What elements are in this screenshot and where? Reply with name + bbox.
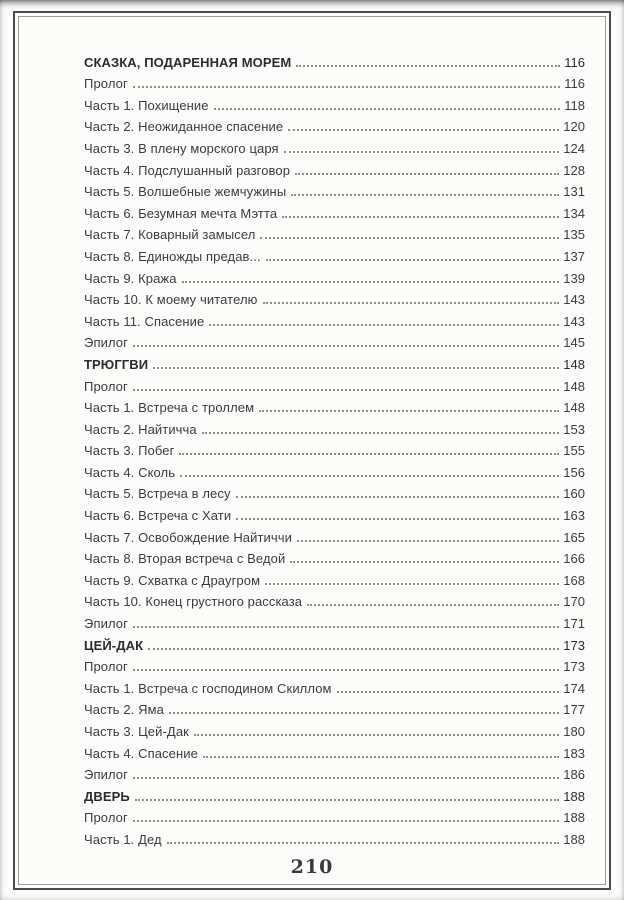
dot-leader — [133, 777, 559, 779]
toc-entry-page: 173 — [563, 659, 585, 675]
toc-entry-title: Часть 1. Встреча с господином Скиллом — [84, 680, 332, 696]
toc-entry — [84, 696, 585, 718]
toc-entry — [84, 48, 585, 70]
toc-entry-title: Эпилог — [84, 616, 128, 632]
toc-entry-title: Часть 8. Единожды предав... — [84, 248, 261, 264]
dot-leader — [169, 712, 559, 714]
toc-entry — [84, 804, 585, 826]
toc-entry-page: 128 — [563, 162, 585, 178]
dot-leader — [236, 496, 560, 498]
toc-entry — [84, 242, 585, 264]
toc-entry-page: 116 — [564, 54, 585, 70]
dot-leader — [133, 86, 560, 88]
toc-entry-page: 156 — [563, 464, 585, 480]
toc-entry-page: 188 — [563, 788, 585, 804]
dot-leader — [307, 604, 559, 606]
dot-leader — [290, 561, 559, 563]
toc-entry — [84, 501, 585, 523]
toc-entry-page: 155 — [563, 443, 585, 459]
toc-entry-title: Пролог — [84, 659, 128, 675]
toc-entry-title: СКАЗКА, ПОДАРЕННАЯ МОРЕМ — [84, 54, 292, 70]
toc-entry-title: Часть 10. Конец грустного рассказа — [84, 594, 303, 610]
toc-entry — [84, 437, 585, 459]
toc-entry-title: Часть 6. Безумная мечта Мэтта — [84, 205, 278, 221]
toc-entry-title: ЦЕЙ-ДАК — [84, 637, 144, 653]
toc-entry-title: Часть 1. Дед — [84, 831, 162, 847]
toc-entry-page: 148 — [563, 400, 585, 416]
dot-leader — [266, 259, 560, 261]
toc-entry — [84, 372, 585, 394]
dot-leader — [265, 583, 559, 585]
toc-entry-page: 160 — [563, 486, 585, 502]
toc-entry-page: 135 — [563, 227, 585, 243]
toc-entry — [84, 91, 585, 113]
dot-leader — [133, 345, 559, 347]
toc-entry — [84, 134, 585, 156]
dot-leader — [133, 820, 559, 822]
toc-entry — [84, 350, 585, 372]
toc-entry-title: Часть 3. В плену морского царя — [84, 140, 279, 156]
dot-leader — [284, 151, 560, 153]
toc-entry-page: 166 — [563, 551, 585, 567]
toc-entry-title: Часть 3. Цей-Дак — [84, 724, 189, 739]
dot-leader — [194, 734, 559, 736]
dot-leader — [133, 626, 559, 628]
toc-entry-title: Часть 7. Коварный замысел — [84, 227, 256, 243]
toc-entry — [84, 156, 585, 178]
toc-entry — [84, 609, 585, 631]
table-of-contents — [84, 48, 585, 847]
toc-entry-page: 188 — [563, 831, 585, 847]
dot-leader — [263, 302, 560, 304]
toc-entry-page: 124 — [563, 140, 585, 156]
toc-entry-page: 143 — [563, 313, 585, 329]
toc-entry-title: Часть 9. Кража — [84, 270, 177, 286]
dot-leader — [236, 518, 559, 520]
dot-leader — [260, 237, 559, 239]
dot-leader — [291, 194, 559, 196]
dot-leader — [203, 756, 559, 758]
toc-entry-title: Эпилог — [84, 767, 128, 783]
toc-entry-page: 143 — [563, 292, 585, 308]
toc-entry-page: 145 — [563, 335, 585, 351]
dot-leader — [259, 410, 559, 412]
toc-entry — [84, 329, 585, 351]
toc-entry-page: 177 — [563, 702, 585, 718]
toc-entry-title: Часть 4. Спасение — [84, 745, 198, 761]
toc-entry-title: ДВЕРЬ — [84, 788, 130, 804]
toc-entry-title: Часть 7. Освобождение Найтиччи — [84, 529, 293, 545]
toc-entry — [84, 458, 585, 480]
dot-leader — [297, 540, 559, 542]
toc-entry — [84, 221, 585, 243]
toc-entry — [84, 739, 585, 761]
toc-entry — [84, 545, 585, 567]
dot-leader — [209, 324, 559, 326]
toc-entry-page: 148 — [563, 378, 585, 394]
dot-leader — [288, 129, 559, 131]
toc-entry-page: 134 — [563, 205, 585, 221]
toc-entry — [84, 199, 585, 221]
toc-entry-page: 163 — [563, 508, 585, 524]
toc-entry — [84, 588, 585, 610]
toc-entry-page: 171 — [563, 616, 585, 632]
toc-entry-page: 186 — [563, 767, 585, 783]
toc-entry-title: Эпилог — [84, 335, 128, 351]
toc-entry — [84, 286, 585, 308]
toc-entry — [84, 523, 585, 545]
toc-entry-title: Часть 3. Побег — [84, 443, 175, 459]
toc-entry-page: 139 — [563, 270, 585, 286]
toc-entry-title: Часть 4. Подслушанный разговор — [84, 162, 291, 178]
toc-entry-title: ТРЮГГВИ — [84, 356, 149, 372]
dot-leader — [133, 669, 559, 671]
toc-entry — [84, 264, 585, 286]
toc-entry-page: 116 — [564, 76, 585, 92]
toc-entry — [84, 415, 585, 437]
toc-entry — [84, 825, 585, 847]
toc-entry-page: 168 — [563, 572, 585, 588]
toc-entry — [84, 782, 585, 804]
toc-entry-title: Пролог — [84, 810, 128, 826]
toc-entry — [84, 480, 585, 502]
dot-leader — [296, 65, 560, 67]
toc-entry-page: 131 — [563, 184, 585, 200]
toc-entry-title: Часть 4. Сколь — [84, 464, 176, 480]
toc-entry-title: Часть 8. Вторая встреча с Ведой — [84, 551, 286, 567]
toc-entry-title: Часть 1. Похищение — [84, 97, 209, 113]
toc-entry-title: Часть 2. Яма — [84, 702, 164, 718]
toc-entry-page: 183 — [563, 745, 585, 761]
page-number: 210 — [290, 856, 334, 878]
toc-entry — [84, 70, 585, 92]
toc-entry — [84, 566, 585, 588]
toc-entry — [84, 653, 585, 675]
toc-entry-title: Часть 9. Схватка с Драугром — [84, 572, 261, 588]
dot-leader — [133, 389, 559, 391]
toc-entry — [84, 113, 585, 135]
toc-entry-page: 118 — [564, 97, 585, 113]
toc-entry-page: 173 — [563, 637, 585, 653]
toc-entry — [84, 394, 585, 416]
dot-leader — [167, 842, 560, 844]
toc-entry-page: 170 — [563, 594, 585, 610]
toc-entry-title: Часть 2. Найтичча — [84, 421, 197, 437]
toc-entry — [84, 631, 585, 653]
toc-entry-page: 120 — [563, 119, 585, 135]
toc-entry — [84, 674, 585, 696]
toc-entry-title: Часть 1. Встреча с троллем — [84, 400, 255, 416]
dot-leader — [202, 432, 560, 434]
toc-entry — [84, 717, 585, 739]
dot-leader — [337, 691, 560, 693]
dot-leader — [180, 475, 559, 477]
dot-leader — [135, 799, 559, 801]
toc-entry-title: Часть 5. Встреча в лесу — [84, 486, 231, 502]
toc-entry-title: Часть 11. Спасение — [84, 313, 205, 329]
dot-leader — [295, 173, 559, 175]
toc-entry-title: Часть 6. Встреча с Хати — [84, 508, 232, 524]
dot-leader — [182, 281, 560, 283]
toc-entry-page: 153 — [563, 421, 585, 437]
dot-leader — [214, 108, 561, 110]
dot-leader — [153, 367, 559, 369]
toc-entry-title: Часть 2. Неожиданное спасение — [84, 119, 284, 135]
toc-entry-page: 174 — [563, 680, 585, 696]
toc-entry-title: Часть 5. Волшебные жемчужины — [84, 184, 287, 200]
toc-entry-title: Пролог — [84, 378, 128, 394]
dot-leader — [148, 648, 559, 650]
dot-leader — [179, 453, 559, 455]
toc-entry-page: 165 — [563, 529, 585, 545]
toc-entry — [84, 178, 585, 200]
toc-entry-page: 180 — [563, 724, 585, 739]
toc-entry — [84, 761, 585, 783]
toc-entry-title: Часть 10. К моему читателю — [84, 292, 258, 308]
toc-entry — [84, 307, 585, 329]
dot-leader — [282, 216, 559, 218]
toc-entry-title: Пролог — [84, 76, 128, 92]
toc-entry-page: 137 — [563, 248, 585, 264]
toc-entry-page: 188 — [563, 810, 585, 826]
toc-entry-page: 148 — [563, 356, 585, 372]
